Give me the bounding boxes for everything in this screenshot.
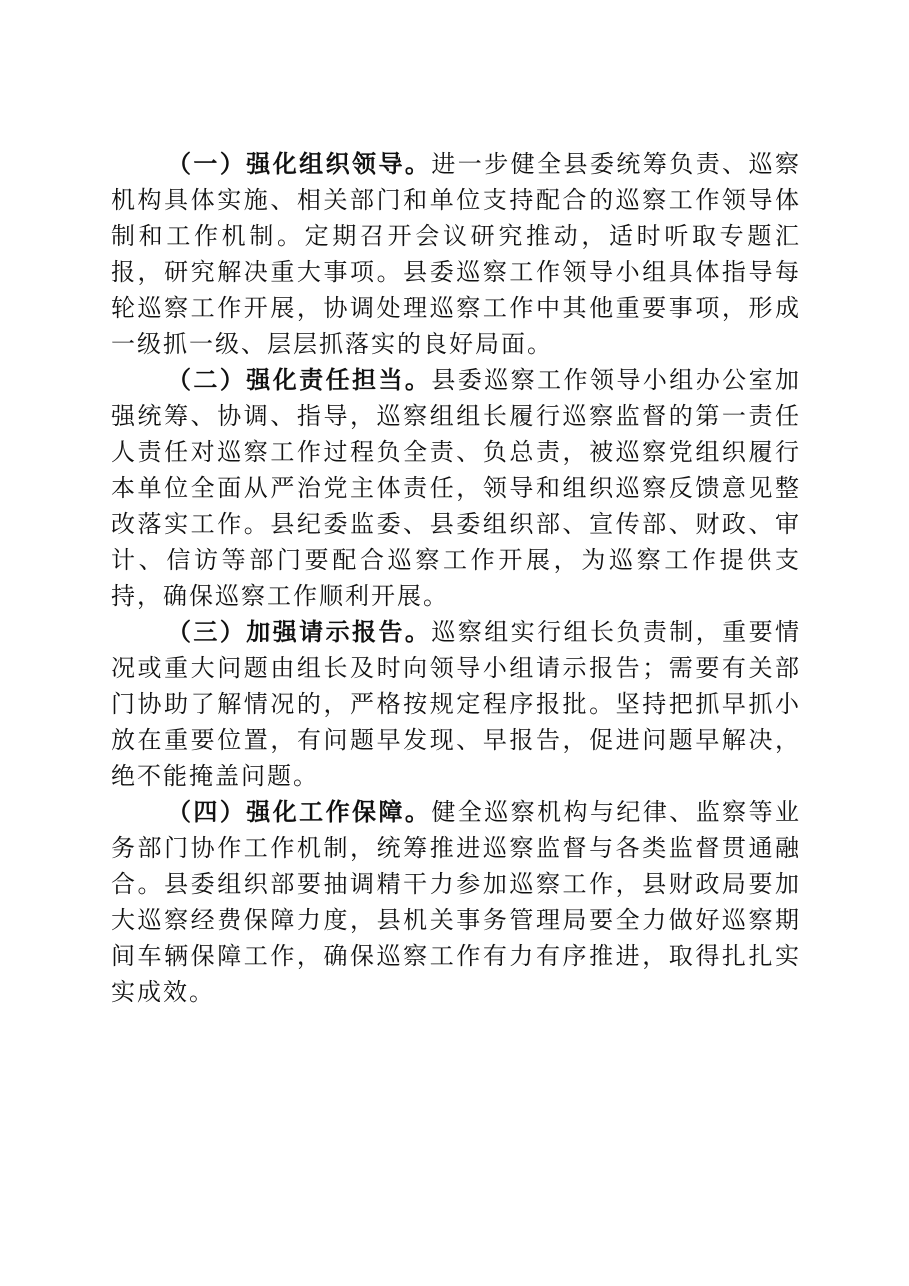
paragraph-2-text: 县委巡察工作领导小组办公室加强统筹、协调、指导，巡察组组长履行巡察监督的第一责任人责任对巡察工作过程负全责、负总责，被巡察党组织履行本单位全面从严治党主体责任，领导和组织巡察反馈意见整改落实工作。县纪委监委、县委组织部、宣传部、财政、审计、信访等部门要配合巡察工作开展，为巡察工作提供支持，确保巡察工作顺利开展。 bbox=[111, 366, 802, 610]
document-body bbox=[111, 146, 801, 1010]
paragraph-2 bbox=[111, 362, 801, 614]
paragraph-3 bbox=[111, 614, 801, 794]
paragraph-3-heading: （三）加强请示报告。 bbox=[167, 618, 432, 646]
paragraph-2-heading: （二）强化责任担当。 bbox=[167, 366, 432, 394]
paragraph-1-heading: （一）强化组织领导。 bbox=[167, 150, 432, 178]
paragraph-3-text: 巡察组实行组长负责制，重要情况或重大问题由组长及时向领导小组请示报告；需要有关部门协助了解情况的，严格按规定程序报批。坚持把抓早抓小放在重要位置，有问题早发现、早报告，促进问题早解决，绝不能掩盖问题。 bbox=[111, 618, 802, 790]
paragraph-4 bbox=[111, 794, 801, 1010]
paragraph-4-text: 健全巡察机构与纪律、监察等业务部门协作工作机制，统筹推进巡察监督与各类监督贯通融合。县委组织部要抽调精干力参加巡察工作，县财政局要加大巡察经费保障力度，县机关事务管理局要全力做好巡察期间车辆保障工作，确保巡察工作有力有序推进，取得扎扎实实成效。 bbox=[111, 798, 802, 1006]
paragraph-4-heading: （四）强化工作保障。 bbox=[167, 798, 432, 826]
paragraph-1 bbox=[111, 146, 801, 362]
paragraph-1-text: 进一步健全县委统筹负责、巡察机构具体实施、相关部门和单位支持配合的巡察工作领导体制和工作机制。定期召开会议研究推动，适时听取专题汇报，研究解决重大事项。县委巡察工作领导小组具体指导每轮巡察工作开展，协调处理巡察工作中其他重要事项，形成一级抓一级、层层抓落实的良好局面。 bbox=[111, 150, 802, 358]
